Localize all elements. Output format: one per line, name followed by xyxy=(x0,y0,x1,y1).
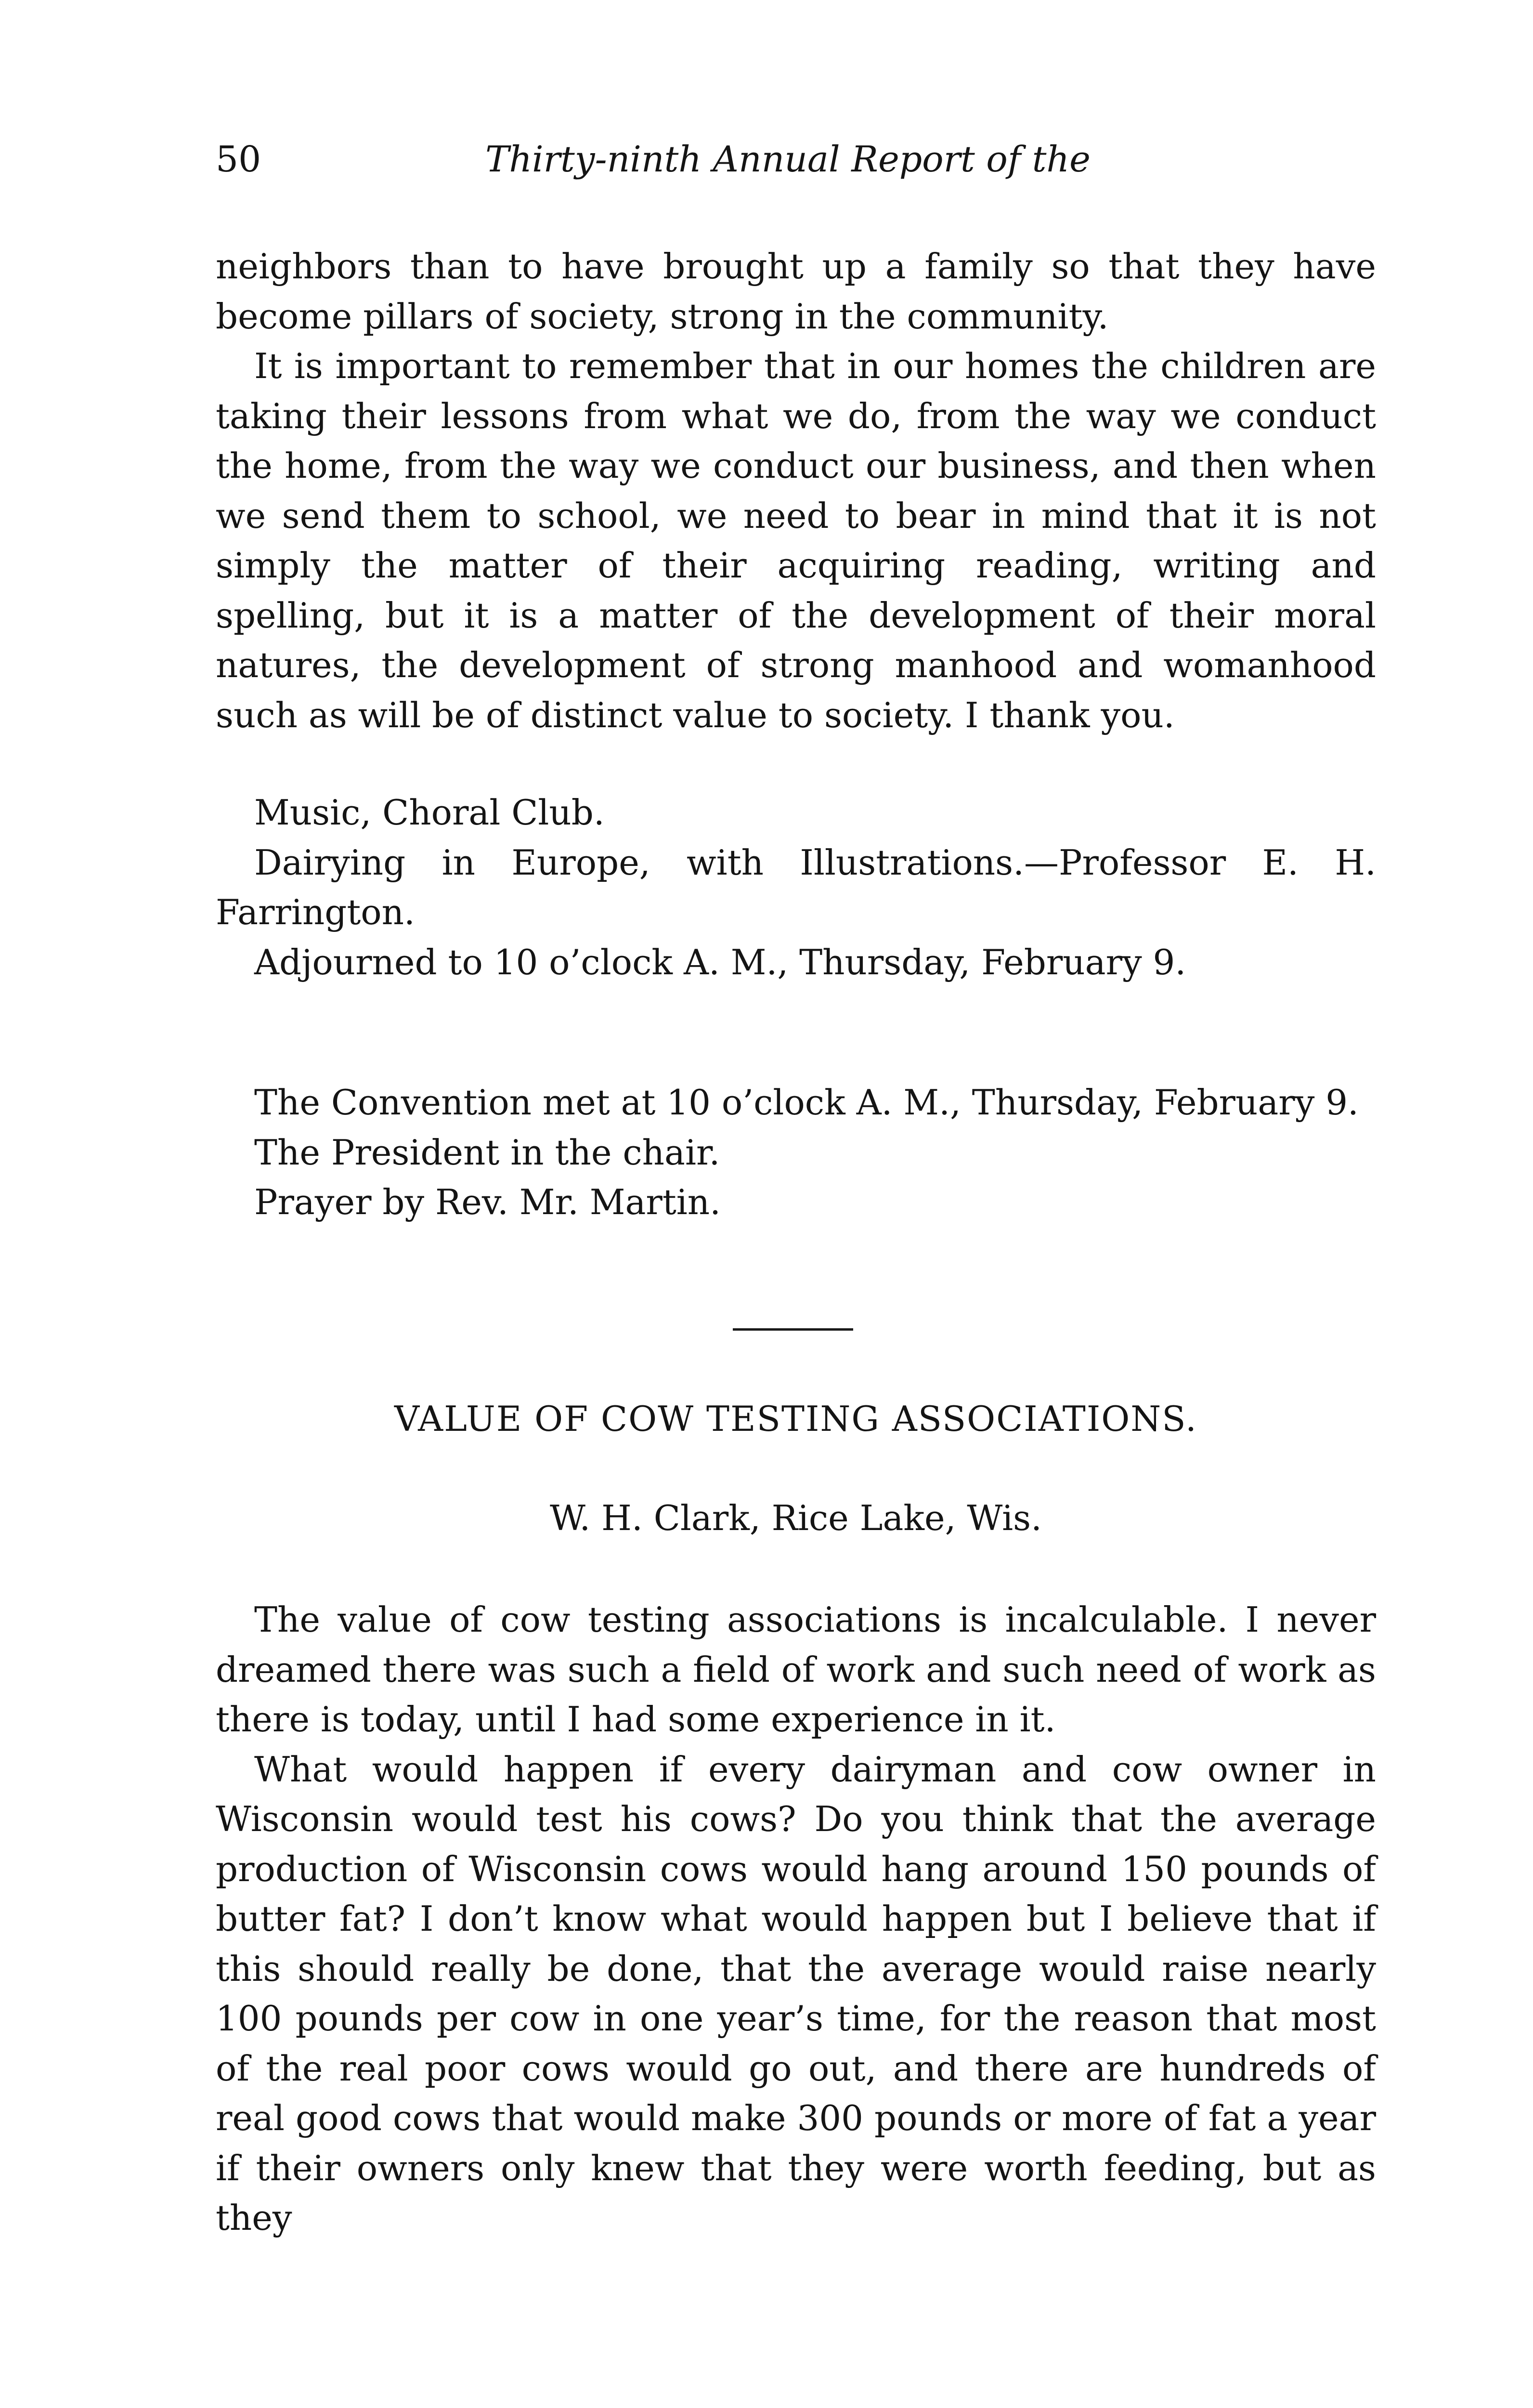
paragraph: It is important to remember that in our homes the children are taking their lessons from what we do, from the way we conduct the home, from the way we conduct our business, and then when we send them to school, we need to bear in mind that it is not simply the matter of their acquiring reading, writing and spelling, but it is a matter of the development of their moral natures, the development of strong manhood and womanhood such as will be of distinct value to society. I thank you. xyxy=(216,346,1376,735)
session-notes xyxy=(216,1078,1376,1228)
closing-remarks xyxy=(216,242,1376,740)
page-number: 50 xyxy=(216,139,261,180)
paragraph-continued: neighbors than to have brought up a family so that they have become pillars of society, strong in the community. xyxy=(216,246,1376,337)
session-president: The President in the chair. xyxy=(254,1132,720,1173)
program-item-adjourned: Adjourned to 10 o’clock A. M., Thursday, February 9. xyxy=(254,942,1186,982)
article-body xyxy=(216,1595,1376,2243)
article-title: VALUE OF COW TESTING ASSOCIATIONS. xyxy=(394,1399,1197,1439)
session-prayer: Prayer by Rev. Mr. Martin. xyxy=(254,1182,721,1222)
article-author: W. H. Clark, Rice Lake, Wis. xyxy=(549,1498,1042,1538)
session-convention-met: The Convention met at 10 o’clock A. M., Thursday, February 9. xyxy=(254,1082,1359,1123)
section-divider xyxy=(733,1328,853,1331)
page-header xyxy=(216,139,1376,196)
running-title: Thirty-ninth Annual Report of the xyxy=(485,139,1091,180)
program-item-music: Music, Choral Club. xyxy=(254,792,605,833)
program-item-lecture: Dairying in Europe, with Illustrations.—Professor E. H. Farrington. xyxy=(216,842,1376,932)
article-paragraph: What would happen if every dairyman and cow owner in Wisconsin would test his cows? Do you think that the average production of Wisconsin cows would hang around 150 pounds of butter fat? I don’t know what would happen but I believe that if this should really be done, that the average would raise nearly 100 pounds per cow in one year’s time, for the reason that most of the real poor cows would go out, and there are hundreds of real good cows that would make 300 pounds or more of fat a year if their owners only knew that they were worth feeding, but as they xyxy=(216,1749,1376,2238)
article-paragraph: The value of cow testing associations is incalculable. I never dreamed there was such a field of work and such need of work as there is today, until I had some experience in it. xyxy=(216,1599,1376,1740)
program-notes xyxy=(216,788,1376,987)
